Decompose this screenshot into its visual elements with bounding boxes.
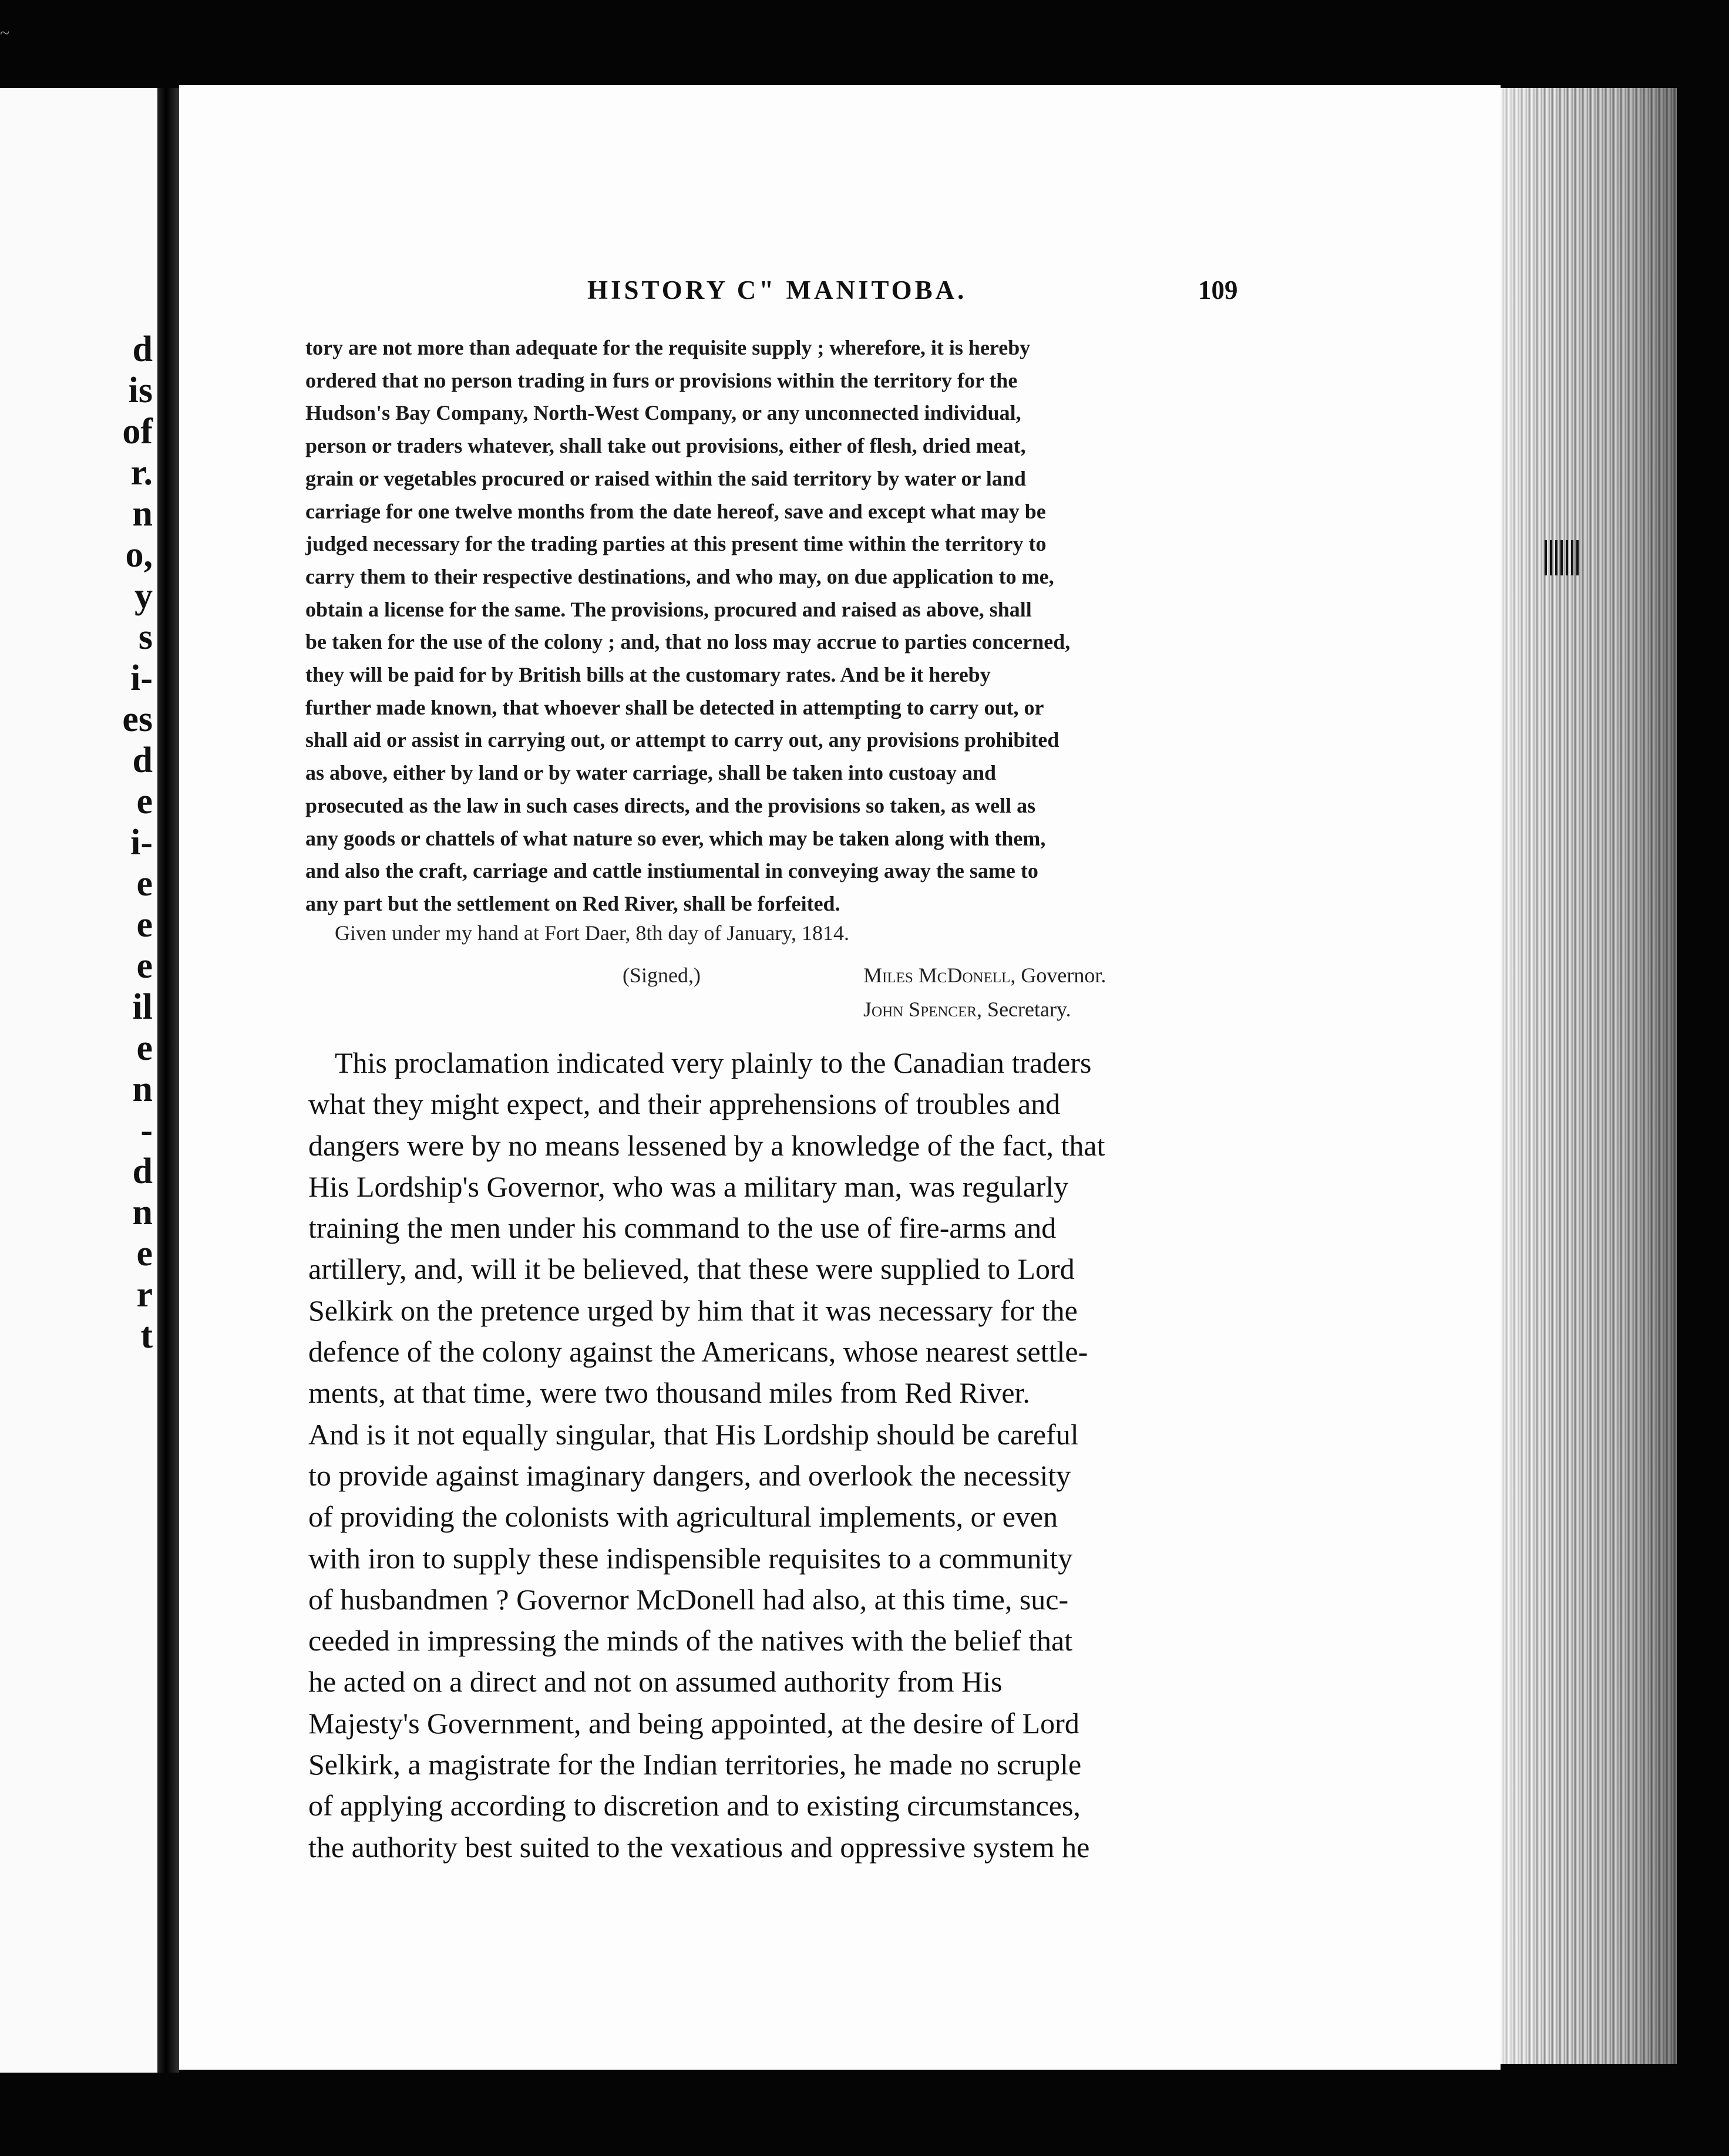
left-page-fragment: i-	[130, 658, 153, 698]
text-line: person or traders whatever, shall take out provisions, either of flesh, dried meat,	[305, 434, 1026, 458]
book-gutter	[157, 88, 179, 2073]
text-line: with iron to supply these indispensible requisites to a community	[308, 1541, 1073, 1575]
text-line: Hudson's Bay Company, North-West Company, or any unconnected individual,	[305, 401, 1021, 425]
text-line: further made known, that whoever shall be detected in attempting to carry out, or	[305, 695, 1044, 719]
text-line: of applying according to discretion and to existing circumstances,	[308, 1789, 1081, 1823]
text-line: training the men under his command to the use of fire-arms and	[308, 1211, 1057, 1245]
signer-name: Miles McDonell,	[863, 964, 1016, 987]
left-page-fragment: r.	[130, 453, 153, 493]
text-line: And is it not equally singular, that His Lordship should be careful	[308, 1417, 1079, 1451]
left-page-fragment: d	[132, 1151, 153, 1191]
left-page-fragment: s	[138, 617, 153, 657]
text-line: ordered that no person trading in furs or provisions within the territory for the	[305, 368, 1018, 392]
left-page-edge	[0, 88, 157, 2073]
text-line: he acted on a direct and not on assumed authority from His	[308, 1665, 1003, 1699]
text-line: carriage for one twelve months from the date hereof, save and except what may be	[305, 499, 1046, 523]
body-paragraph	[308, 1042, 1248, 1868]
text-line: His Lordship's Governor, who was a military man, was regularly	[308, 1170, 1069, 1203]
left-page-fragment: e	[136, 1234, 153, 1274]
text-line: carry them to their respective destinations, and who may, on due application to me,	[305, 564, 1054, 588]
left-page-fragment: -	[140, 1110, 153, 1150]
signer-governor	[863, 963, 1106, 988]
scan-artifact	[1545, 540, 1580, 575]
text-line: Selkirk, a magistrate for the Indian territories, he made no scruple	[308, 1748, 1082, 1781]
left-page-fragment: t	[140, 1316, 153, 1356]
page-edges-shadow	[1501, 88, 1677, 2064]
left-page-fragment: e	[136, 864, 153, 904]
text-line: grain or vegetables procured or raised within the said territory by water or land	[305, 466, 1026, 490]
left-page-fragment: es	[122, 699, 153, 739]
text-line: of providing the colonists with agricultural implements, or even	[308, 1500, 1058, 1534]
text-line: tory are not more than adequate for the requisite supply ; wherefore, it is hereby	[305, 336, 1031, 359]
text-line: they will be paid for by British bills at the customary rates. And be it hereby	[305, 663, 991, 687]
text-line: and also the craft, carriage and cattle instiumental in conveying away the same to	[305, 859, 1038, 883]
left-page-fragment: il	[132, 987, 153, 1027]
left-page-fragment: e	[136, 905, 153, 945]
left-page-fragment: e	[136, 781, 153, 821]
left-page-fragment: d	[132, 740, 153, 780]
text-line: shall aid or assist in carrying out, or attempt to carry out, any provisions prohibited	[305, 728, 1059, 752]
signer-title: Governor.	[1021, 964, 1106, 987]
signer-secretary	[863, 997, 1071, 1022]
left-page-fragment: e	[136, 1028, 153, 1068]
left-page-fragment: is	[128, 370, 153, 410]
signer-title: Secretary.	[987, 998, 1071, 1021]
text-line: judged necessary for the trading parties at this present time within the territory to	[305, 532, 1047, 556]
left-page-fragment: n	[132, 494, 153, 534]
signed-label: (Signed,)	[623, 964, 701, 987]
left-page-fragment: n	[132, 1069, 153, 1109]
left-page-fragment: o,	[125, 535, 153, 575]
text-line: any goods or chattels of what nature so ever, which may be taken along with them,	[305, 826, 1046, 850]
left-page-fragment: d	[132, 329, 153, 369]
text-line: the authority best suited to the vexatious and oppressive system he	[308, 1830, 1090, 1864]
text-line: as above, either by land or by water carriage, shall be taken into custoay and	[305, 761, 997, 785]
text-line: to provide against imaginary dangers, and overlook the necessity	[308, 1458, 1071, 1492]
text-line: artillery, and, will it be believed, that these were supplied to Lord	[308, 1252, 1075, 1286]
text-line: what they might expect, and their apprehensions of troubles and	[308, 1087, 1061, 1121]
text-line: defence of the colony against the Americans, whose nearest settle-	[308, 1335, 1088, 1369]
left-page-fragment: n	[132, 1192, 153, 1232]
text-line: any part but the settlement on Red River, shall be forfeited.	[305, 891, 840, 915]
left-page-fragment: y	[134, 576, 153, 616]
page-number: 109	[1198, 275, 1238, 305]
scan-corner-mark: ~	[0, 23, 10, 43]
left-page-fragment: r	[136, 1275, 153, 1315]
left-page-fragment: i-	[130, 823, 153, 863]
proclamation-text	[305, 332, 1248, 921]
left-page-fragment: e	[136, 946, 153, 986]
text-line: ments, at that time, were two thousand miles from Red River.	[308, 1376, 1030, 1410]
text-line: Majesty's Government, and being appointed, at the desire of Lord	[308, 1706, 1079, 1740]
running-header: HISTORY C" MANITOBA.	[587, 275, 967, 305]
text-line: Selkirk on the pretence urged by him that it was necessary for the	[308, 1293, 1078, 1327]
text-line: dangers were by no means lessened by a knowledge of the fact, that	[308, 1128, 1105, 1162]
text-line: This proclamation indicated very plainly to the Canadian traders	[335, 1046, 1092, 1079]
text-line: of husbandmen ? Governor McDonell had also, at this time, suc-	[308, 1582, 1069, 1616]
text-line: prosecuted as the law in such cases directs, and the provisions so taken, as well as	[305, 793, 1036, 817]
text-line: obtain a license for the same. The provisions, procured and raised as above, shall	[305, 597, 1032, 621]
dateline: Given under my hand at Fort Daer, 8th day of January, 1814.	[335, 921, 850, 945]
signer-name: John Spencer,	[863, 998, 983, 1021]
left-page-fragment: of	[122, 412, 153, 452]
text-line: be taken for the use of the colony ; and, that no loss may accrue to parties concerned,	[305, 630, 1071, 654]
text-line: ceeded in impressing the minds of the natives with the belief that	[308, 1624, 1073, 1658]
